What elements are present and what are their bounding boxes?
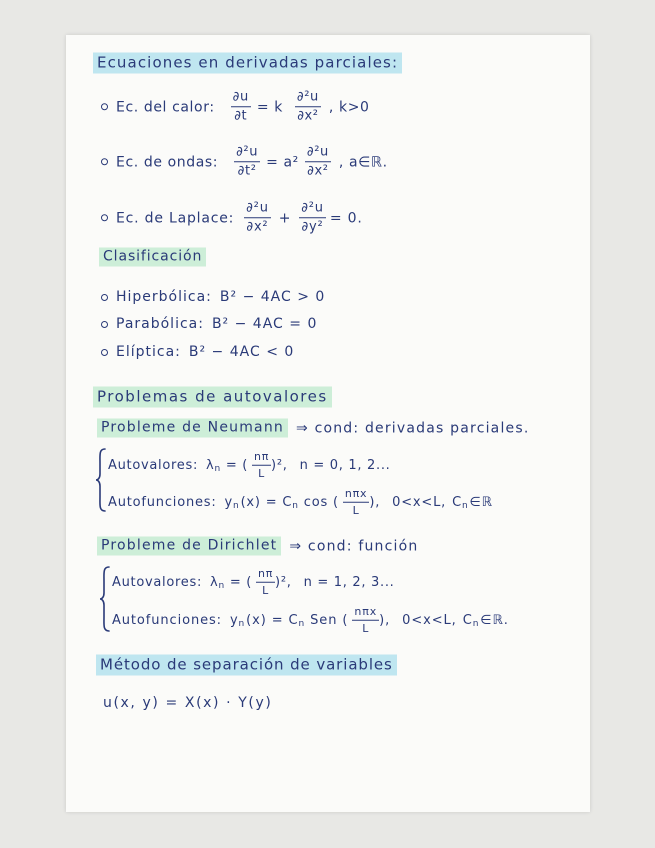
- dirichlet-title: Probleme de Dirichlet: [97, 537, 281, 556]
- bullet-icon: [101, 159, 108, 166]
- domain: 0<x<L,: [392, 494, 447, 510]
- neumann-row: [97, 419, 530, 438]
- close-paren-comma: ),: [379, 612, 391, 628]
- y-symbol: y: [229, 612, 239, 628]
- eigen-heading: Problemas de autovalores: [93, 387, 332, 408]
- fraction-numerator: ∂²u: [244, 200, 271, 218]
- x-equals-c: (x) = C: [240, 494, 293, 510]
- wave-equation-label: Ec. de ondas:: [116, 154, 219, 170]
- classification-condition: B² − 4AC < 0: [188, 344, 295, 360]
- subscript-n: n: [233, 500, 240, 511]
- wave-condition: , a∈ℝ.: [338, 154, 388, 170]
- separation-formula: u(x, y) = X(x) · Y(y): [103, 695, 273, 711]
- separation-heading: Método de separación de variables: [96, 655, 397, 676]
- classification-label: Hiperbólica:: [116, 289, 212, 305]
- wave-rhs-fraction: [305, 144, 331, 180]
- eigenvalues-label: Autovalores:: [108, 457, 199, 473]
- fraction-denominator: ∂y²: [301, 219, 324, 235]
- classification-elliptic: [101, 344, 294, 360]
- fraction-numerator: ∂²u: [305, 144, 331, 162]
- laplace-term1-fraction: [244, 200, 271, 236]
- classification-label: Elíptica:: [116, 344, 181, 360]
- subscript-n: n: [298, 618, 306, 629]
- dirichlet-eigenvalues: [112, 567, 395, 598]
- trig-function: cos (: [303, 494, 339, 510]
- pde-heading-row: [93, 53, 402, 74]
- heat-lhs-fraction: [231, 89, 251, 125]
- fraction-numerator: nπ: [256, 567, 275, 583]
- eigenvalue-fraction: [252, 450, 271, 481]
- lambda-symbol: λ: [206, 457, 215, 473]
- neumann-condition: ⇒ cond: derivadas parciales.: [295, 420, 530, 436]
- dirichlet-condition: ⇒ cond: función: [289, 538, 419, 554]
- classification-hyperbolic: [101, 289, 325, 305]
- c-symbol: C: [462, 612, 473, 628]
- bullet-icon: [101, 215, 108, 222]
- equals-open-paren: = (: [229, 574, 253, 590]
- bullet-icon: [101, 321, 108, 328]
- bullet-icon: [101, 104, 108, 111]
- eigenvalue-fraction: [256, 567, 275, 598]
- equals-open-paren: = (: [225, 457, 249, 473]
- heat-equation-label: Ec. del calor:: [116, 99, 215, 115]
- c-symbol: C: [452, 494, 462, 510]
- wave-equals: = a²: [266, 154, 299, 170]
- fraction-numerator: ∂u: [231, 89, 251, 107]
- close-paren-squared: )²,: [275, 574, 292, 590]
- fraction-denominator: ∂x²: [246, 219, 269, 235]
- eigenfunction-fraction: [352, 605, 379, 636]
- classification-condition: B² − 4AC > 0: [219, 289, 326, 305]
- wave-equation: [101, 144, 388, 180]
- fraction-numerator: nπ: [252, 450, 271, 466]
- n-range: n = 0, 1, 2...: [299, 457, 391, 473]
- classification-label: Parabólica:: [116, 316, 204, 332]
- fraction-numerator: ∂²u: [234, 144, 260, 162]
- left-brace-icon: [99, 566, 111, 632]
- x-equals-c: (x) = C: [246, 612, 299, 628]
- dirichlet-row: [97, 537, 418, 556]
- heat-equals: = k: [256, 99, 283, 115]
- trig-function: Sen (: [310, 612, 349, 628]
- laplace-equation-label: Ec. de Laplace:: [116, 210, 235, 226]
- eigenfunctions-label: Autofunciones:: [108, 494, 217, 510]
- fraction-numerator: ∂²u: [295, 89, 321, 107]
- subscript-n: n: [292, 500, 299, 511]
- real-set: ∈ℝ.: [480, 612, 509, 628]
- fraction-denominator: ∂x²: [297, 108, 319, 124]
- pde-heading: Ecuaciones en derivadas parciales:: [93, 53, 402, 74]
- subscript-n: n: [461, 500, 469, 511]
- fraction-denominator: L: [352, 503, 360, 517]
- close-paren-comma: ),: [369, 494, 381, 510]
- classification-heading: Clasificación: [99, 248, 206, 267]
- left-brace-icon: [95, 448, 107, 512]
- wave-lhs-fraction: [234, 144, 260, 180]
- laplace-equals: = 0.: [329, 210, 363, 226]
- close-paren-squared: )²,: [271, 457, 288, 473]
- fraction-numerator: ∂²u: [299, 200, 326, 218]
- classification-heading-row: [99, 248, 206, 267]
- laplace-equation: [101, 200, 363, 236]
- neumann-eigenvalues: [108, 450, 391, 481]
- dirichlet-eigenfunctions: [112, 605, 509, 636]
- eigenfunctions-label: Autofunciones:: [112, 612, 222, 628]
- fraction-denominator: ∂t: [234, 108, 248, 124]
- heat-condition: , k>0: [328, 99, 370, 115]
- domain: 0<x<L,: [402, 612, 457, 628]
- lambda-symbol: λ: [210, 574, 219, 590]
- fraction-denominator: ∂x²: [307, 163, 329, 179]
- subscript-n: n: [218, 580, 225, 591]
- subscript-n: n: [472, 618, 480, 629]
- separation-formula-row: [103, 695, 272, 711]
- fraction-denominator: ∂t²: [237, 163, 257, 179]
- laplace-term2-fraction: [299, 200, 326, 236]
- classification-condition: B² − 4AC = 0: [211, 316, 318, 332]
- fraction-denominator: L: [262, 583, 269, 597]
- eigen-heading-row: [93, 387, 332, 408]
- eigenvalues-label: Autovalores:: [112, 574, 203, 590]
- classification-parabolic: [101, 316, 317, 332]
- fraction-denominator: L: [362, 621, 370, 635]
- fraction-denominator: L: [258, 466, 265, 480]
- subscript-n: n: [214, 463, 221, 474]
- bullet-icon: [101, 294, 108, 301]
- heat-rhs-fraction: [295, 89, 321, 125]
- neumann-eigenfunctions: [108, 487, 493, 518]
- laplace-plus: +: [278, 210, 292, 226]
- bullet-icon: [101, 349, 108, 356]
- neumann-title: Probleme de Neumann: [97, 419, 288, 438]
- y-symbol: y: [224, 494, 234, 510]
- eigenfunction-fraction: [343, 487, 370, 518]
- fraction-numerator: nπx: [343, 487, 370, 503]
- heat-equation: [101, 89, 370, 125]
- real-set: ∈ℝ: [469, 494, 493, 510]
- n-range: n = 1, 2, 3...: [303, 574, 395, 590]
- fraction-numerator: nπx: [352, 605, 379, 621]
- separation-heading-row: [96, 655, 397, 676]
- subscript-n: n: [238, 618, 246, 629]
